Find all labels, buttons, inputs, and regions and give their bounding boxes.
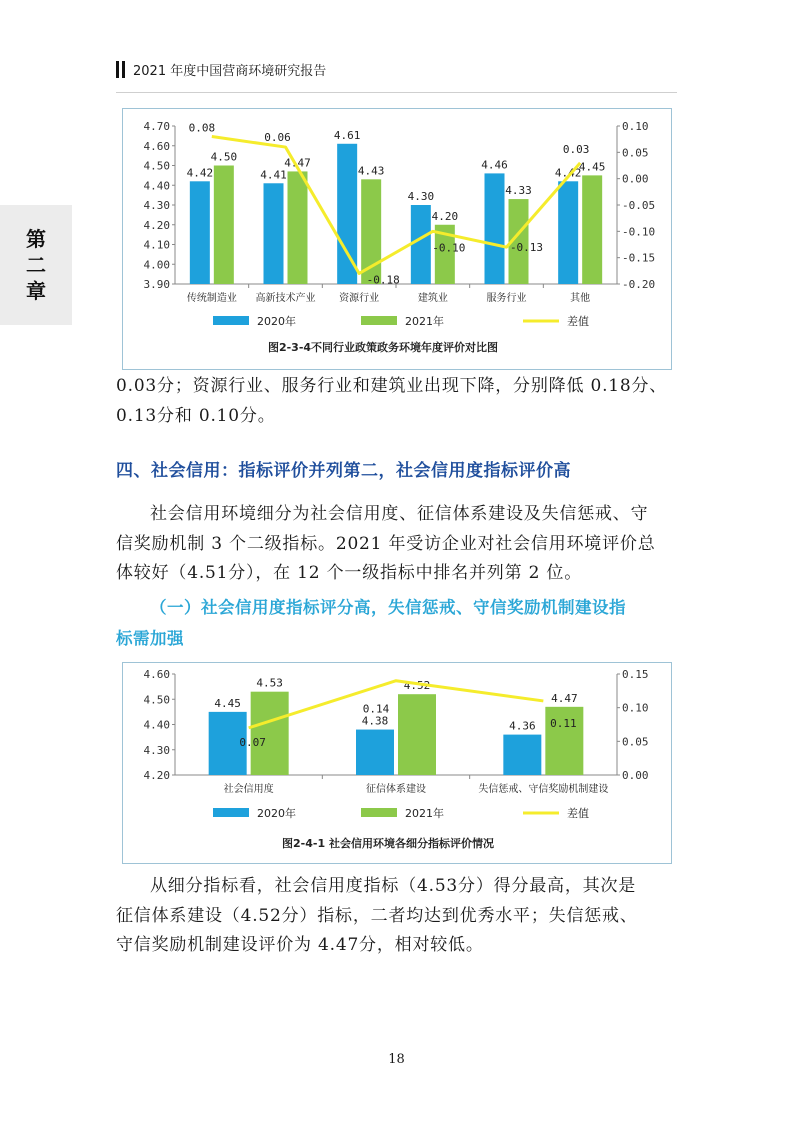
- category-label: 服务行业: [486, 293, 527, 304]
- bar-value-label: 4.47: [284, 156, 311, 170]
- difference-value-label: -0.10: [432, 241, 466, 255]
- left-tick-label: 4.50: [143, 159, 170, 173]
- header-bar-mark: [122, 61, 125, 78]
- bar-2020: [558, 181, 578, 284]
- legend-swatch-2021: [361, 808, 397, 817]
- bar-value-label: 4.53: [256, 676, 283, 690]
- bar-value-label: 4.45: [214, 696, 241, 710]
- legend-label-difference: 差值: [567, 315, 589, 328]
- chart-industry-comparison-svg: [123, 109, 671, 369]
- difference-value-label: -0.13: [509, 241, 544, 255]
- section-heading-social-credit: 四、社会信用：指标评价并列第二，社会信用度指标评价高: [116, 461, 571, 481]
- text-line: 从细分指标看，社会信用度指标（4.53分）得分最高，其次是: [150, 876, 637, 896]
- difference-value-label: -0.18: [366, 273, 400, 287]
- chapter-tab: [0, 205, 72, 325]
- legend-swatch-2021: [361, 316, 397, 325]
- left-tick-label: 4.40: [143, 718, 170, 732]
- bar-2020: [264, 183, 284, 284]
- left-tick-label: 4.50: [143, 693, 170, 707]
- bar-2020: [485, 173, 505, 284]
- category-label: 高新技术产业: [255, 293, 316, 304]
- bar-2020: [190, 181, 210, 284]
- right-tick-label: 0.05: [622, 146, 649, 160]
- bar-value-label: 4.61: [333, 128, 361, 142]
- difference-value-label: 0.03: [562, 142, 590, 156]
- text-line: （一）社会信用度指标评分高，失信惩戒、守信奖励机制建设指: [150, 598, 626, 617]
- left-tick-label: 4.60: [143, 668, 170, 681]
- difference-value-label: 0.14: [362, 702, 390, 716]
- category-label: 其他: [570, 293, 591, 304]
- right-tick-label: -0.05: [622, 199, 656, 212]
- paragraph-social-credit-overview: [116, 500, 676, 589]
- bar-2021: [288, 171, 308, 284]
- bar-value-label: 4.50: [210, 150, 238, 164]
- bar-2021: [214, 166, 234, 285]
- bar-value-label: 4.43: [357, 164, 385, 178]
- bar-value-label: 4.45: [578, 160, 606, 174]
- difference-value-label: 0.06: [264, 131, 291, 145]
- chart-social-credit-indicators: [122, 662, 672, 864]
- right-tick-label: 0.00: [622, 172, 649, 186]
- text-line: 0.03分；资源行业、服务行业和建筑业出现下降，分别降低 0.18分、: [116, 376, 668, 396]
- left-tick-label: 4.60: [143, 139, 170, 153]
- paragraph-indicator-detail: [116, 872, 676, 961]
- left-tick-label: 4.30: [143, 199, 170, 212]
- left-tick-label: 4.70: [143, 120, 170, 133]
- bar-value-label: 4.36: [509, 719, 536, 733]
- legend-swatch-2020: [213, 808, 249, 817]
- bar-2020: [411, 205, 431, 284]
- bar-2021: [251, 692, 289, 775]
- difference-value-label: 0.11: [550, 716, 577, 730]
- bar-2021: [398, 694, 436, 775]
- bar-value-label: 4.30: [407, 190, 435, 203]
- bar-value-label: 4.46: [481, 158, 508, 172]
- category-label: 建筑业: [417, 293, 448, 304]
- right-tick-label: 0.05: [622, 735, 649, 749]
- legend-swatch-2020: [213, 316, 249, 325]
- left-tick-label: 4.30: [143, 743, 170, 757]
- bar-2021: [582, 175, 602, 284]
- right-tick-label: -0.15: [622, 251, 656, 265]
- bar-2020: [356, 730, 394, 775]
- left-tick-label: 4.20: [143, 218, 170, 232]
- chart-industry-comparison: [122, 108, 672, 370]
- bar-2020: [503, 735, 541, 775]
- bar-value-label: 4.41: [260, 168, 287, 182]
- text-line: 社会信用环境细分为社会信用度、征信体系建设及失信惩戒、守: [150, 504, 649, 524]
- left-tick-label: 4.20: [143, 769, 170, 782]
- right-tick-label: 0.10: [622, 701, 649, 715]
- category-label: 资源行业: [339, 293, 380, 304]
- header-divider: [116, 92, 677, 93]
- text-line: 守信奖励机制建设评价为 4.47分，相对较低。: [116, 935, 484, 955]
- chart-social-credit-indicators-svg: [123, 663, 671, 863]
- right-tick-label: 0.00: [622, 769, 649, 782]
- right-tick-label: 0.10: [622, 120, 649, 133]
- text-line: 体较好（4.51分），在 12 个一级指标中排名并列第 2 位。: [116, 563, 583, 583]
- text-line: 征信体系建设（4.52分）指标，二者均达到优秀水平；失信惩戒、: [116, 905, 638, 926]
- running-header: [116, 60, 326, 79]
- text-line: 0.13分和 0.10分。: [116, 405, 276, 426]
- category-label: 失信惩戒、守信奖励机制建设: [478, 784, 609, 795]
- legend-label-2021: 2021年: [405, 315, 444, 328]
- header-bar-mark: [116, 61, 119, 78]
- left-tick-label: 4.00: [143, 258, 170, 272]
- bar-value-label: 4.33: [505, 184, 532, 198]
- bar-value-label: 4.38: [361, 714, 389, 728]
- category-label: 传统制造业: [186, 293, 237, 304]
- legend-label-2020: 2020年: [257, 315, 296, 328]
- chapter-tab-char: 第: [26, 227, 46, 251]
- bar-value-label: 4.52: [403, 679, 431, 693]
- difference-value-label: 0.07: [239, 735, 266, 749]
- header-title: 2021 年度中国营商环境研究报告: [133, 64, 327, 79]
- page-number: 18: [388, 1052, 405, 1067]
- category-label: 社会信用度: [223, 784, 274, 795]
- category-label: 征信体系建设: [366, 784, 426, 795]
- paragraph-resource-decline: [116, 372, 676, 431]
- chapter-tab-char: 二: [26, 253, 46, 277]
- chapter-tab-char: 章: [26, 279, 46, 303]
- legend-label-2021: 2021年: [405, 807, 444, 820]
- right-tick-label: -0.20: [622, 278, 656, 291]
- difference-line: [249, 681, 544, 728]
- bar-value-label: 4.47: [551, 691, 578, 705]
- left-tick-label: 3.90: [143, 278, 170, 291]
- left-tick-label: 4.10: [143, 238, 170, 252]
- right-tick-label: 0.15: [622, 668, 649, 681]
- left-tick-label: 4.40: [143, 179, 170, 193]
- chart-caption: 图2-4-1 社会信用环境各细分指标评价情况: [282, 837, 494, 850]
- bar-value-label: 4.20: [431, 209, 459, 223]
- text-line: 信奖励机制 3 个二级指标。2021 年受访企业对社会信用环境评价总: [116, 533, 656, 554]
- text-line: 标需加强: [116, 629, 184, 648]
- legend-label-difference: 差值: [567, 807, 589, 820]
- chart-caption: 图2-3-4不同行业政策政务环境年度评价对比图: [267, 341, 499, 354]
- difference-value-label: 0.08: [188, 121, 216, 135]
- bar-value-label: 4.42: [554, 166, 582, 180]
- right-tick-label: -0.10: [622, 225, 656, 239]
- legend-label-2020: 2020年: [257, 807, 296, 820]
- subsection-heading: [116, 592, 686, 654]
- bar-value-label: 4.42: [186, 166, 214, 180]
